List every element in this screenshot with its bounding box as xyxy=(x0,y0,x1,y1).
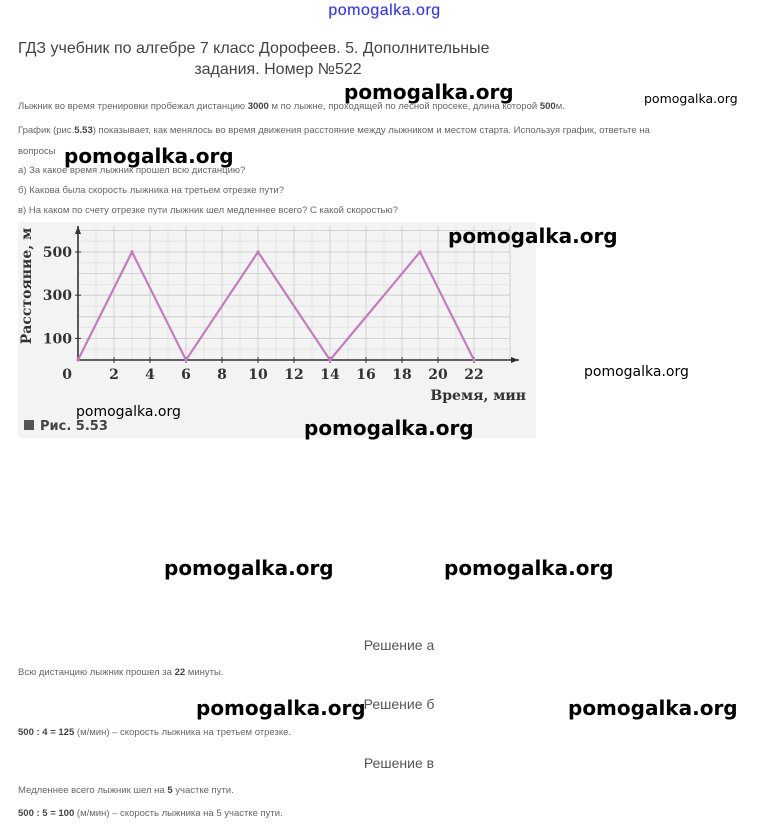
watermark: pomogalka.org xyxy=(584,364,689,380)
chart-point xyxy=(328,358,331,361)
solution-value: 500 : 4 = 125 xyxy=(18,727,75,738)
chart-point xyxy=(76,358,79,361)
solution-b-text xyxy=(18,726,291,739)
watermark: pomogalka.org xyxy=(568,696,738,720)
problem-text: м по лыжне, проходящей по лесной просеке, длина которой xyxy=(271,101,538,112)
watermark: pomogalka.org xyxy=(76,404,181,420)
solution-c-heading: Решение в xyxy=(363,755,435,771)
y-tick-label: 500 xyxy=(42,245,72,261)
problem-text: Лыжник во время тренировки пробежал дистанцию xyxy=(18,101,246,112)
solution-text: минуты. xyxy=(187,667,224,678)
problem-track-value: 500 xyxy=(539,101,556,112)
solution-value: 5 xyxy=(167,785,173,796)
solution-value: 500 : 5 = 100 xyxy=(18,808,75,819)
solution-c-text-1 xyxy=(18,784,234,797)
problem-text: График (рис. xyxy=(18,125,75,136)
x-tick-label: 2 xyxy=(109,367,119,383)
solution-text: Медленнее всего лыжник шел на xyxy=(18,785,165,796)
solution-c-text-2 xyxy=(18,807,283,820)
problem-distance-value: 3000 xyxy=(247,101,269,112)
solution-value: 22 xyxy=(174,667,186,678)
chart-point xyxy=(130,250,133,253)
solution-a-text xyxy=(18,666,223,679)
problem-text: ) показывает, как менялось во время движения расстояние между лыжником и местом старта. Используя график, ответьте на xyxy=(92,125,650,136)
chart-point xyxy=(256,250,259,253)
solution-text: (м/мин) – скорость лыжника на третьем отрезке. xyxy=(76,727,292,738)
origin-label: 0 xyxy=(62,367,72,383)
x-tick-label: 12 xyxy=(284,367,304,383)
chart-point xyxy=(472,358,475,361)
solution-text: участке пути. xyxy=(175,785,234,796)
problem-paragraph-2-cont: вопросы xyxy=(18,146,56,157)
x-tick-label: 10 xyxy=(248,367,268,383)
x-tick-label: 18 xyxy=(392,367,412,383)
watermark: pomogalka.org xyxy=(448,224,618,248)
figure-reference: 5.53 xyxy=(74,125,93,136)
x-tick-label: 8 xyxy=(217,367,227,383)
x-tick-label: 22 xyxy=(464,367,484,383)
chart-y-label: Расстояние, м xyxy=(19,227,35,345)
x-tick-label: 20 xyxy=(428,367,448,383)
x-axis-arrow xyxy=(511,357,519,363)
x-tick-label: 6 xyxy=(181,367,191,383)
chart-ticks xyxy=(43,245,484,383)
chart-grid xyxy=(78,226,510,360)
watermark: pomogalka.org xyxy=(164,556,334,580)
site-logo[interactable]: pomogalka.org xyxy=(328,2,441,19)
watermark: pomogalka.org xyxy=(304,416,474,440)
chart-point xyxy=(184,358,187,361)
question-c: в) На каком по счету отрезке пути лыжник шел медленнее всего? С какой скоростью? xyxy=(18,205,398,216)
question-a: а) За какое время лыжник прошел всю дистанцию? xyxy=(18,165,246,176)
page-title xyxy=(18,38,538,80)
watermark: pomogalka.org xyxy=(644,91,738,106)
solution-text: (м/мин) – скорость лыжника на 5 участке пути. xyxy=(76,808,283,819)
question-b: б) Какова была скорость лыжника на третьем отрезке пути? xyxy=(18,185,285,196)
x-tick-label: 14 xyxy=(320,367,340,383)
chart-point xyxy=(418,250,421,253)
watermark: pomogalka.org xyxy=(196,696,366,720)
figure-caption: Рис. 5.53 xyxy=(40,419,108,434)
solution-a-heading: Решение а xyxy=(363,637,435,653)
solution-b-heading: Решение б xyxy=(363,696,435,712)
watermark: pomogalka.org xyxy=(64,144,234,168)
y-tick-label: 300 xyxy=(42,288,72,305)
watermark: pomogalka.org xyxy=(344,80,514,104)
caption-square-icon xyxy=(24,420,34,430)
x-tick-label: 4 xyxy=(145,367,155,383)
watermark: pomogalka.org xyxy=(444,556,614,580)
x-tick-label: 16 xyxy=(356,367,376,383)
chart-x-label: Время, мин xyxy=(430,388,526,404)
solution-text: Всю дистанцию лыжник прошел за xyxy=(18,667,172,678)
page-title-line2: задания. Номер №522 xyxy=(194,61,362,78)
y-tick-label: 100 xyxy=(42,331,72,348)
problem-paragraph-2 xyxy=(18,124,758,137)
page-title-line1: ГДЗ учебник по алгебре 7 класс Дорофеев. 5. Дополнительные xyxy=(18,40,490,57)
problem-text: м. xyxy=(555,101,565,112)
